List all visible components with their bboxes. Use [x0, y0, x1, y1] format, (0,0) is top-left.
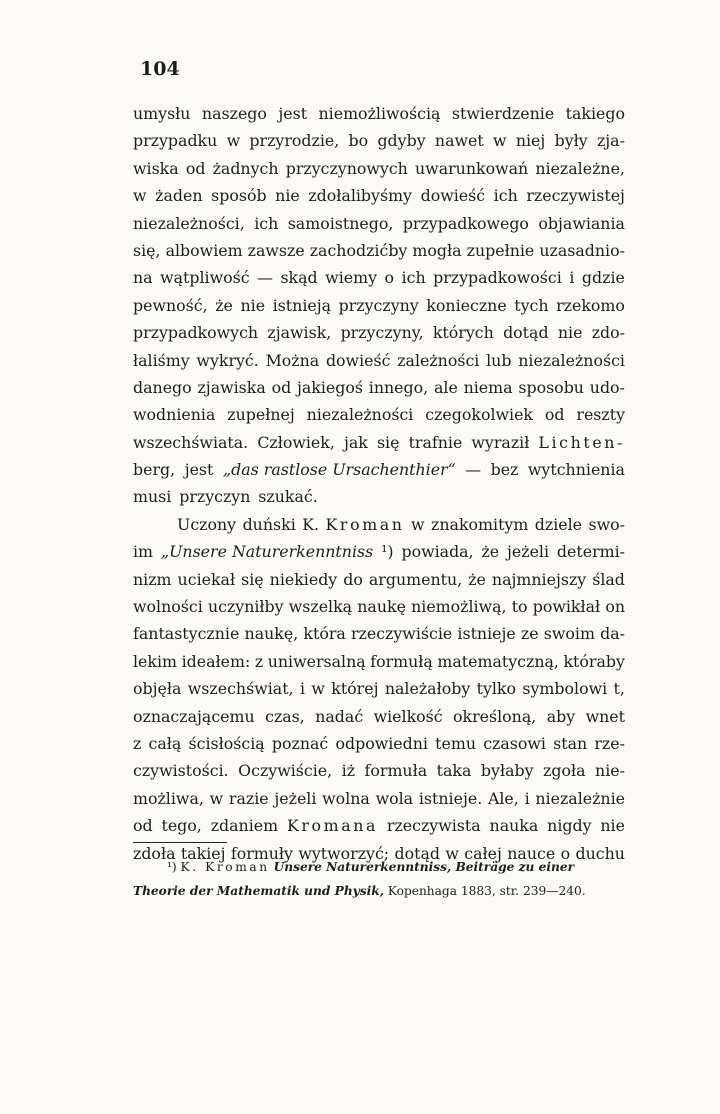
footnote-title-continued: Theorie der Mathematik und Physik, — [133, 884, 384, 898]
word: zachodzićby — [309, 240, 408, 260]
word: nie- — [595, 761, 625, 781]
word: nizm — [133, 569, 172, 589]
word: naszego — [201, 104, 267, 123]
word: oznaczającemu — [133, 706, 255, 726]
word: musi — [133, 487, 172, 507]
word: Oczywiście, — [238, 761, 333, 781]
word: że — [215, 295, 233, 315]
text-line — [133, 292, 625, 319]
word: poznać — [271, 733, 329, 753]
word: z — [133, 733, 142, 753]
word: niezależne, — [535, 158, 625, 178]
word: która — [303, 624, 346, 644]
word: wnet — [585, 706, 625, 726]
word: razie — [228, 788, 269, 808]
text-line — [133, 456, 625, 483]
word: taka — [436, 761, 472, 781]
word: innego, — [368, 377, 429, 397]
word: naukę — [357, 597, 406, 617]
word: przyczynowych — [285, 158, 408, 178]
word: których — [432, 323, 494, 343]
word: Można — [265, 350, 320, 370]
text-line — [133, 675, 625, 702]
word: rzeczywistej — [526, 186, 625, 206]
word: gdzie — [581, 268, 625, 288]
word: objawiania — [538, 213, 625, 233]
word: sposób — [211, 186, 267, 206]
word: stwierdzenie — [451, 104, 555, 123]
word: i — [299, 679, 305, 699]
word: „das rastlose Ursachenthier“ — [222, 460, 456, 480]
word: Ale, — [487, 788, 519, 808]
text-line — [133, 429, 625, 456]
word: zależności — [397, 350, 480, 370]
word: duński — [242, 514, 296, 534]
word: uniwersalną — [267, 651, 366, 671]
word: należałoby — [384, 679, 471, 699]
word: da- — [600, 624, 625, 644]
text-line — [133, 511, 625, 538]
word: przyczyny — [338, 295, 419, 315]
word: żadnych — [212, 158, 279, 178]
word: na — [133, 268, 153, 288]
text-line — [133, 483, 625, 510]
word: nie — [557, 323, 583, 343]
word: o — [560, 843, 571, 863]
word: samoistnego, — [287, 213, 394, 233]
word: wielkość — [373, 706, 443, 726]
word: powiada, — [401, 542, 474, 562]
word: wiemy — [325, 268, 377, 288]
word: wodnienia — [133, 405, 216, 425]
word: że — [481, 542, 500, 562]
word: nie — [240, 295, 266, 315]
word: niezależności, — [133, 213, 245, 233]
word: umysłu — [133, 104, 191, 123]
word: uczyniłby — [207, 597, 284, 617]
word: zgoła — [543, 761, 586, 781]
word: Kroman — [325, 514, 405, 534]
text-line — [133, 620, 625, 647]
word: o — [384, 268, 395, 288]
word: w — [311, 679, 325, 699]
word: do — [343, 569, 363, 589]
word: byłaby — [480, 761, 534, 781]
word: istnieje — [457, 624, 516, 644]
word: możliwa, — [133, 788, 204, 808]
word: dowieść — [325, 350, 391, 370]
footnote-title: Unsere Naturerkenntniss, Beiträge zu einer — [273, 860, 575, 874]
word: aby — [546, 706, 576, 726]
word: wszechświata. — [133, 432, 249, 452]
word: takiej — [180, 843, 226, 863]
word: nie — [600, 816, 625, 836]
word: uciekał — [177, 569, 236, 589]
body-text — [133, 100, 625, 867]
footnote-marker: ¹) — [167, 860, 177, 874]
footnote-author: K. Kroman — [180, 860, 270, 874]
word: to — [511, 597, 528, 617]
word: swo- — [588, 514, 625, 534]
word: czas, — [265, 706, 305, 726]
word: wiska — [133, 158, 179, 178]
word: pewność, — [133, 295, 208, 315]
word: od — [133, 816, 153, 836]
word: powikłał — [532, 597, 601, 617]
text-line — [133, 703, 625, 730]
word: przypadku — [133, 131, 218, 151]
word: jeżeli — [274, 788, 317, 808]
word: w — [411, 514, 425, 534]
word: wytworzyć; — [298, 843, 390, 863]
word: ideałem: — [181, 651, 251, 671]
word: jest — [184, 460, 214, 480]
word: wszelką — [288, 597, 353, 617]
word: czasowi — [483, 733, 546, 753]
word: odpowiedni — [335, 733, 428, 753]
word: się — [241, 569, 264, 589]
word: „Unsere Naturerkenntniss — [160, 542, 374, 562]
word: od — [185, 158, 206, 178]
word: zjawiska — [197, 377, 266, 397]
word: wątpliwość — [160, 268, 250, 288]
word: przypadkowości — [433, 268, 562, 288]
word: ¹) — [381, 542, 394, 562]
word: ich — [493, 186, 518, 206]
word: lub — [486, 350, 512, 370]
text-line — [133, 757, 625, 784]
word: rzekomo — [556, 295, 625, 315]
word: czywistości. — [133, 761, 229, 781]
text-line — [133, 812, 625, 839]
word: im — [133, 542, 154, 562]
word: przyrodzie, — [249, 131, 340, 151]
word: nie — [275, 186, 300, 206]
word: nigdy — [547, 816, 592, 836]
word: od — [271, 377, 292, 397]
word: temu — [435, 733, 477, 753]
word: najmniejszy — [491, 569, 587, 589]
word: naukę, — [244, 624, 299, 644]
word: znakomitym — [431, 514, 529, 534]
word: niezależności — [518, 350, 625, 370]
word: sposobu — [518, 377, 584, 397]
text-line — [133, 785, 625, 812]
word: się — [376, 432, 400, 452]
word: rze- — [594, 733, 625, 753]
word: nauce — [507, 843, 556, 863]
word: wykryć. — [196, 350, 259, 370]
footnote-line — [133, 879, 625, 903]
word: ich — [401, 268, 426, 288]
word: całej — [464, 843, 502, 863]
word: i — [524, 788, 530, 808]
word: zawsze — [247, 240, 305, 260]
word: dotąd — [394, 843, 440, 863]
text-line — [133, 538, 625, 565]
word: trafnie — [408, 432, 463, 452]
word: tych — [514, 295, 549, 315]
word: mogła — [412, 240, 462, 260]
word: objęła — [133, 679, 182, 699]
word: jeżeli — [507, 542, 550, 562]
word: dowieść — [420, 186, 486, 206]
word: — — [257, 268, 273, 288]
word: lekim — [133, 651, 178, 671]
word: określoną, — [453, 706, 537, 726]
text-line — [133, 182, 625, 209]
text-line — [133, 155, 625, 182]
word: szukać. — [258, 487, 318, 507]
word: zja- — [596, 131, 625, 151]
word: której — [331, 679, 379, 699]
word: od — [544, 405, 565, 425]
word: w — [133, 186, 147, 206]
text-line — [133, 593, 625, 620]
word: żaden — [155, 186, 203, 206]
word: zupełnie — [466, 240, 535, 260]
word: zdo- — [591, 323, 625, 343]
word: wyraził — [471, 432, 530, 452]
word: tego, — [161, 816, 202, 836]
word: albowiem — [165, 240, 243, 260]
word: uzasadnio- — [539, 240, 625, 260]
word: w — [209, 788, 224, 808]
word: zdaniem — [210, 816, 279, 836]
word: były — [554, 131, 588, 151]
text-line — [133, 237, 625, 264]
word: formułą — [370, 651, 433, 671]
footnote-divider — [133, 842, 227, 843]
text-line — [133, 347, 625, 374]
word: formuły — [230, 843, 293, 863]
word: bez — [490, 460, 519, 480]
word: zupełnej — [227, 405, 295, 425]
word: że — [468, 569, 486, 589]
text-line — [133, 401, 625, 428]
word: nawet — [434, 131, 484, 151]
text-line — [133, 264, 625, 291]
word: berg, — [133, 460, 176, 480]
word: ślad — [592, 569, 625, 589]
word: i — [569, 268, 575, 288]
word: on — [605, 597, 625, 617]
word: danego — [133, 377, 192, 397]
word: symbolowi — [522, 679, 608, 699]
word: Uczony — [177, 514, 237, 534]
word: takiego — [565, 104, 625, 123]
word: nadać — [315, 706, 364, 726]
word: wszechświat, — [187, 679, 294, 699]
word: zdołalibyśmy — [308, 186, 412, 206]
word: jakiegoś — [296, 377, 363, 397]
word: matematyczną, — [437, 651, 559, 671]
word: niej — [515, 131, 546, 151]
word: Człowiek, — [257, 432, 335, 452]
word: dziele — [534, 514, 583, 534]
text-line — [133, 566, 625, 593]
word: bo — [348, 131, 369, 151]
word: któraby — [563, 651, 625, 671]
word: ale — [433, 377, 458, 397]
footnote-publication: Kopenhaga 1883, str. 239—240. — [387, 884, 586, 898]
word: przypadkowego — [402, 213, 529, 233]
word: z — [254, 651, 264, 671]
word: czegokolwiek — [425, 405, 534, 425]
word: w — [445, 843, 459, 863]
word: nauka — [489, 816, 539, 836]
word: istnieją — [272, 295, 332, 315]
word: formuła — [364, 761, 428, 781]
word: gdyby — [377, 131, 426, 151]
word: dotąd — [503, 323, 549, 343]
word: wolności — [133, 597, 203, 617]
word: — — [465, 460, 482, 480]
word: w — [493, 131, 507, 151]
word: rzeczywista — [386, 816, 481, 836]
word: jak — [343, 432, 368, 452]
word: się, — [133, 240, 161, 260]
word: fantastycznie — [133, 624, 240, 644]
word: przypadkowych — [133, 323, 259, 343]
text-line — [133, 100, 625, 127]
word: ścisłością — [188, 733, 265, 753]
word: niemożliwością — [318, 104, 441, 123]
word: niemożliwą, — [411, 597, 507, 617]
text-line — [133, 127, 625, 154]
word: rzeczywiście — [350, 624, 453, 644]
word: iż — [341, 761, 356, 781]
word: niema — [463, 377, 513, 397]
word: zdoła — [133, 843, 176, 863]
word: stan — [553, 733, 588, 753]
word: t, — [613, 679, 625, 699]
word: ich — [254, 213, 279, 233]
word: argumentu, — [368, 569, 463, 589]
text-line — [133, 730, 625, 757]
word: łaliśmy — [133, 350, 190, 370]
text-line — [133, 319, 625, 346]
word: duchu — [575, 843, 625, 863]
word: przyczyny, — [340, 323, 424, 343]
word: konieczne — [426, 295, 507, 315]
word: uwarunkowań — [415, 158, 529, 178]
word: ze — [520, 624, 539, 644]
word: istnieje. — [418, 788, 483, 808]
page-number: 104 — [140, 58, 180, 80]
word: zjawisk, — [267, 323, 332, 343]
word: udo- — [589, 377, 625, 397]
word: wolna — [322, 788, 370, 808]
word: Lichten- — [538, 432, 625, 452]
text-line — [133, 374, 625, 401]
word: skąd — [280, 268, 318, 288]
word: Kromana — [286, 816, 379, 836]
word: tylko — [476, 679, 517, 699]
footnote-line — [133, 855, 625, 879]
word: wola — [375, 788, 414, 808]
word: niezależnie — [535, 788, 625, 808]
word: całą — [148, 733, 182, 753]
text-line — [133, 648, 625, 675]
text-line — [133, 210, 625, 237]
word: jest — [278, 104, 308, 123]
word: K. — [302, 514, 320, 534]
word: w — [226, 131, 241, 151]
word: wytchnienia — [527, 460, 625, 480]
word: reszty — [576, 405, 625, 425]
word: niekiedy — [269, 569, 338, 589]
word: przyczyn — [179, 487, 251, 507]
word: determi- — [556, 542, 625, 562]
word: niezależności — [306, 405, 414, 425]
footnote — [133, 855, 625, 903]
word: swoim — [543, 624, 595, 644]
